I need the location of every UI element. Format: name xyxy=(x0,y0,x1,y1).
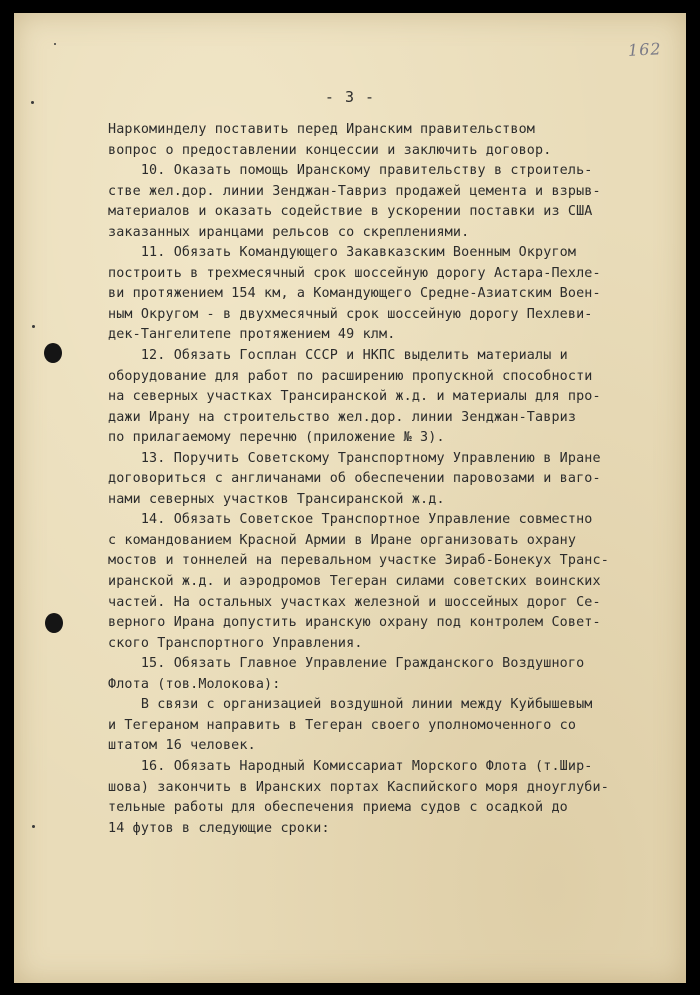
page-number: - 3 - xyxy=(324,88,376,106)
text-line: и Тегераном направить в Тегеран своего уполномоченного со xyxy=(108,717,577,733)
text-line: ным Округом - в двухмесячный срок шоссейную дорогу Пехлеви- xyxy=(108,306,593,322)
text-line: штатом 16 человек. xyxy=(108,738,256,754)
binder-hole-bottom xyxy=(45,613,63,633)
text-line: Наркоминделу поставить перед Иранским правительством xyxy=(108,122,536,137)
text-line: дек-Тангелитепе протяжением 49 клм. xyxy=(108,327,396,343)
text-line: верного Ирана допустить иранскую охрану под контролем Совет- xyxy=(108,615,601,631)
text-line: 16. Обязать Народный Комиссариат Морского Флота (т.Шир- xyxy=(108,758,593,774)
paper-speck xyxy=(32,325,35,328)
text-line: оборудование для работ по расширению пропускной способности xyxy=(108,368,593,384)
text-line: 12. Обязать Госплан СССР и НКПС выделить материалы и xyxy=(108,348,568,364)
text-line: заказанных иранцами рельсов со скреплениями. xyxy=(108,224,470,240)
text-line: вопрос о предоставлении концессии и заключить договор. xyxy=(108,142,552,158)
text-line: 11. Обязать Командующего Закавказским Военным Округом xyxy=(108,245,577,261)
binder-hole-top xyxy=(44,343,62,363)
text-line: ского Транспортного Управления. xyxy=(108,635,363,651)
text-line: с командованием Красной Армии в Иране организовать охрану xyxy=(108,532,577,548)
text-line: Флота (тов.Молокова): xyxy=(108,676,281,692)
text-line: на северных участках Трансиранской ж.д. и материалы для про- xyxy=(108,389,601,405)
text-line: материалов и оказать содействие в ускорении поставки из США xyxy=(108,204,593,220)
text-line: нами северных участков Трансиранской ж.д. xyxy=(108,491,445,507)
archive-folio-number: 162 xyxy=(627,39,663,60)
text-line: шова) закончить в Иранских портах Каспийского моря дноуглуби- xyxy=(108,779,609,795)
text-line: дажи Ирану на строительство жел.дор. линии Зенджан-Тавриз xyxy=(108,409,577,425)
text-line: 13. Поручить Советскому Транспортному Управлению в Иране xyxy=(108,450,601,466)
text-line: 14. Обязать Советское Транспортное Управление совместно xyxy=(108,512,593,528)
document-body xyxy=(108,120,668,839)
text-line: иранской ж.д. и аэродромов Тегеран силами советских воинских xyxy=(108,574,601,590)
paper-speck xyxy=(54,43,56,45)
text-line: В связи с организацией воздушной линии между Куйбышевым xyxy=(108,697,593,713)
text-line: стве жел.дор. линии Зенджан-Тавриз продажей цемента и взрыв- xyxy=(108,183,601,199)
text-line: частей. На остальных участках железной и шоссейных дорог Се- xyxy=(108,594,601,610)
text-line: построить в трехмесячный срок шоссейную дорогу Астара-Пехле- xyxy=(108,265,601,281)
text-line: 10. Оказать помощь Иранскому правительству в строитель- xyxy=(108,163,593,179)
paper-speck xyxy=(32,825,35,828)
text-line: ви протяжением 154 км, а Командующего Средне-Азиатским Воен- xyxy=(108,286,601,302)
text-line: 14 футов в следующие сроки: xyxy=(108,820,330,836)
text-line: договориться с англичанами об обеспечении паровозами и ваго- xyxy=(108,471,601,487)
text-line: мостов и тоннелей на перевальном участке Зираб-Бонекух Транс- xyxy=(108,553,609,569)
text-line: по прилагаемому перечню (приложение № 3). xyxy=(108,430,445,446)
text-line: тельные работы для обеспечения приема судов с осадкой до xyxy=(108,800,568,816)
text-line: 15. Обязать Главное Управление Гражданского Воздушного xyxy=(108,656,585,672)
